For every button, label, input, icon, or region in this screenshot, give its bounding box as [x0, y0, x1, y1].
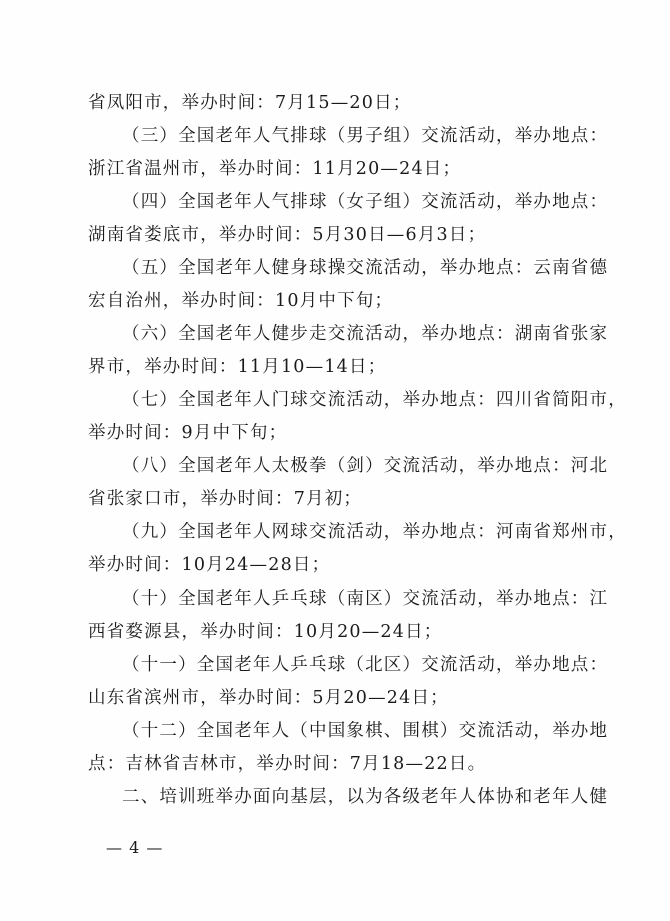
text-line-5: 湖南省娄底市，举办时间：5月30日—6月3日； [88, 225, 487, 245]
text-line-12: （八）全国老年人太极拳（剑）交流活动，举办地点：河北 [122, 456, 609, 476]
text-line-18: （十一）全国老年人乒乓球（北区）交流活动，举办地点： [122, 655, 609, 675]
text-line-1: 省凤阳市，举办时间：7月15—20日； [88, 93, 412, 113]
page-number: — 4 — [106, 838, 164, 857]
text-line-8: （六）全国老年人健步走交流活动，举办地点：湖南省张家 [122, 324, 609, 344]
text-line-2: （三）全国老年人气排球（男子组）交流活动，举办地点： [122, 126, 609, 146]
text-line-11: 举办时间：9月中下旬； [88, 423, 288, 443]
text-line-3: 浙江省温州市，举办时间：11月20—24日； [88, 159, 462, 179]
text-line-20: （十二）全国老年人（中国象棋、围棋）交流活动，举办地 [122, 721, 609, 741]
text-line-9: 界市，举办时间：11月10—14日； [88, 357, 387, 377]
text-line-14: （九）全国老年人网球交流活动，举办地点：河南省郑州市， [122, 522, 627, 542]
text-line-17: 西省婺源县，举办时间：10月20—24日； [88, 622, 443, 642]
text-line-16: （十）全国老年人乒乓球（南区）交流活动，举办地点：江 [122, 589, 609, 609]
text-line-19: 山东省滨州市，举办时间：5月20—24日； [88, 688, 449, 708]
text-line-13: 省张家口市，举办时间：7月初； [88, 489, 363, 509]
text-line-6: （五）全国老年人健身球操交流活动，举办地点：云南省德 [122, 258, 609, 278]
text-line-7: 宏自治州，举办时间：10月中下旬； [88, 291, 394, 311]
text-line-22: 二、培训班举办面向基层，以为各级老年人体协和老年人健 [122, 787, 609, 807]
text-line-21: 点：吉林省吉林市，举办时间：7月18—22日。 [88, 754, 487, 774]
text-line-10: （七）全国老年人门球交流活动，举办地点：四川省简阳市， [122, 390, 627, 410]
text-line-4: （四）全国老年人气排球（女子组）交流活动，举办地点： [122, 192, 609, 212]
text-line-15: 举办时间：10月24—28日； [88, 555, 331, 575]
